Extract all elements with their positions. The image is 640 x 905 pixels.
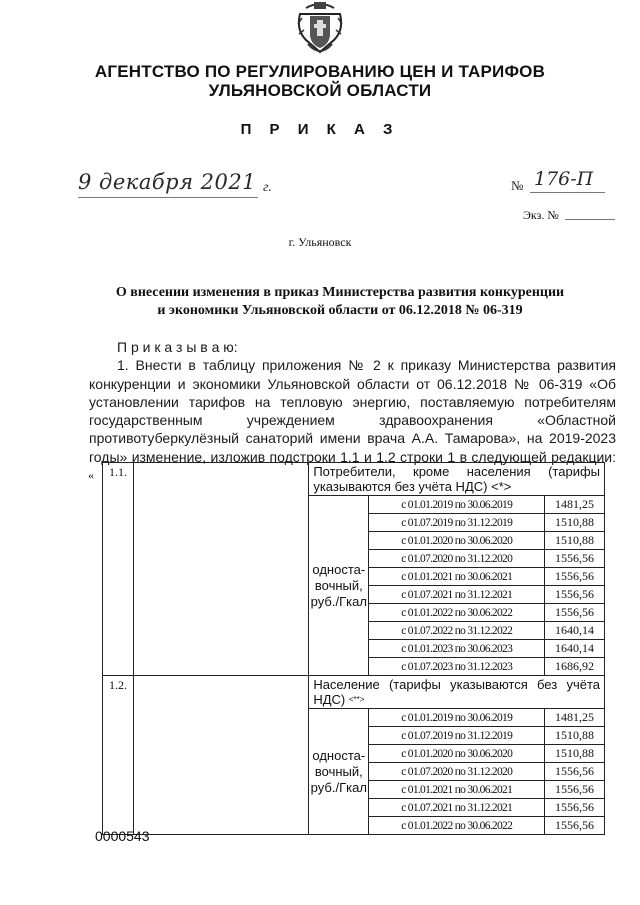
tariff-period: с 01.07.2020 по 31.12.2020 — [369, 550, 545, 568]
tariff-period: с 01.07.2019 по 31.12.2019 — [369, 727, 545, 745]
tariff-value: 1510,88 — [545, 745, 605, 763]
tariff-value: 1556,56 — [545, 586, 605, 604]
date-suffix: г. — [263, 180, 272, 195]
order-paragraph-last: годы» изменение, изложив подстроки 1.1 и 1.2 строки 1 в следующей редакции: — [89, 448, 616, 465]
tariff-value: 1556,56 — [545, 604, 605, 622]
copy-number-label: Экз. № — [523, 208, 559, 222]
coat-of-arms-icon — [296, 0, 344, 58]
tariff-table — [102, 462, 605, 835]
tariff-period: с 01.07.2022 по 31.12.2022 — [369, 622, 545, 640]
tariff-period: с 01.01.2019 по 30.06.2019 — [369, 496, 545, 514]
row-number-1-2: 1.2. — [103, 676, 134, 835]
tariff-value: 1510,88 — [545, 514, 605, 532]
tariff-period: с 01.01.2021 по 30.06.2021 — [369, 781, 545, 799]
tariff-value: 1640,14 — [545, 640, 605, 658]
tariff-period: с 01.01.2021 по 30.06.2021 — [369, 568, 545, 586]
city: г. Ульяновск — [288, 235, 352, 249]
consumer-group-1 — [309, 463, 605, 496]
subject-line1: О внесении изменения в приказ Министерства развития конкуренции — [115, 285, 565, 300]
table-row — [103, 676, 605, 709]
tariff-period: с 01.01.2020 по 30.06.2020 — [369, 745, 545, 763]
subject-line2: и экономики Ульяновской области от 06.12.2018 № 06-319 — [157, 303, 523, 318]
tariff-period: с 01.01.2023 по 30.06.2023 — [369, 640, 545, 658]
consumer-group-1-text: Потребители, кроме населения (тарифы указываются без учёта НДС) — [313, 464, 600, 494]
order-paragraph: 1. Внести в таблицу приложения № 2 к приказу Министерства развития конкуренции и экономики Ульяновской области от 06.12.2018 № 06-319 «Об установлении тарифов на тепловую энергию, поставляемую потребителям государственным учреждением здравоохранения «Областной противотуберкулёзный санаторий имени врача А.А. Тамарова», на 2019-2023 — [89, 357, 616, 447]
tariff-value: 1481,25 — [545, 496, 605, 514]
tariff-unit: односта-вочный, руб./Гкал — [309, 709, 369, 835]
tariff-period: с 01.01.2022 по 30.06.2022 — [369, 604, 545, 622]
tariff-period: с 01.07.2021 по 31.12.2021 — [369, 586, 545, 604]
consumer-group-2-text: Население (тарифы указываются без учёта НДС) — [313, 677, 600, 707]
consumer-group-2-note: <**> — [348, 695, 365, 704]
tariff-value: 1510,88 — [545, 727, 605, 745]
document-type: П Р И К А З — [240, 121, 400, 138]
tariff-period: с 01.07.2019 по 31.12.2019 — [369, 514, 545, 532]
quote-open-mark: « — [88, 468, 94, 482]
order-number-handwritten: 176-П — [534, 168, 594, 190]
tariff-value: 1556,56 — [545, 817, 605, 835]
date-underline — [78, 197, 258, 198]
agency-title — [60, 62, 580, 100]
tariff-period: с 01.07.2023 по 31.12.2023 — [369, 658, 545, 676]
tariff-value: 1556,56 — [545, 550, 605, 568]
document-serial: 0000543 — [95, 828, 150, 844]
table-row — [103, 463, 605, 496]
order-date-handwritten: 9 декабря 2021 — [78, 170, 257, 194]
empty-cell — [133, 676, 308, 835]
agency-title-line2: УЛЬЯНОВСКОЙ ОБЛАСТИ — [208, 81, 432, 100]
tariff-period: с 01.01.2019 по 30.06.2019 — [369, 709, 545, 727]
consumer-group-2 — [309, 676, 605, 709]
row-number-1-1: 1.1. — [103, 463, 134, 676]
tariff-value: 1556,56 — [545, 568, 605, 586]
order-subject — [100, 284, 580, 320]
tariff-period: с 01.07.2021 по 31.12.2021 — [369, 799, 545, 817]
tariff-period: с 01.07.2020 по 31.12.2020 — [369, 763, 545, 781]
tariff-value: 1556,56 — [545, 799, 605, 817]
number-underline — [530, 192, 605, 193]
tariff-period: с 01.01.2020 по 30.06.2020 — [369, 532, 545, 550]
order-number-label: № — [511, 178, 524, 193]
tariff-value: 1510,88 — [545, 532, 605, 550]
empty-cell — [133, 463, 308, 676]
tariff-value: 1556,56 — [545, 763, 605, 781]
tariff-value: 1686,92 — [545, 658, 605, 676]
tariff-value: 1481,25 — [545, 709, 605, 727]
tariff-period: с 01.01.2022 по 30.06.2022 — [369, 817, 545, 835]
agency-title-line1: АГЕНТСТВО ПО РЕГУЛИРОВАНИЮ ЦЕН И ТАРИФОВ — [94, 62, 546, 81]
order-body — [89, 338, 616, 466]
copy-number-underline — [565, 219, 615, 220]
tariff-value: 1640,14 — [545, 622, 605, 640]
consumer-group-1-note: <*> — [491, 479, 512, 494]
tariff-value: 1556,56 — [545, 781, 605, 799]
orders-line: П р и к а з ы в а ю: — [117, 339, 238, 355]
tariff-unit: односта-вочный, руб./Гкал — [309, 496, 369, 676]
